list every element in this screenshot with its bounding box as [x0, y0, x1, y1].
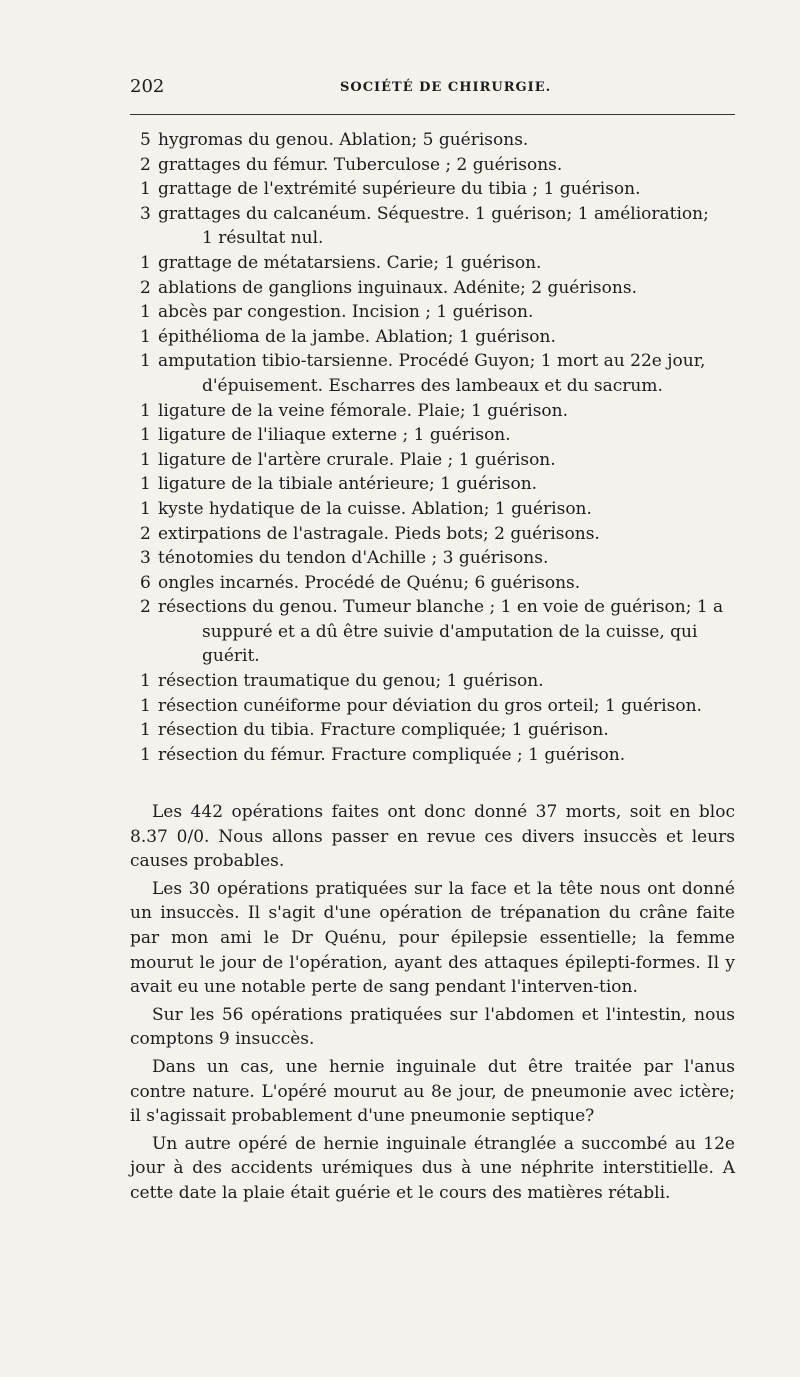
- item-quantity: 1: [140, 252, 151, 273]
- body-text: [130, 800, 735, 1206]
- item-description: [158, 349, 740, 398]
- list-item: [140, 202, 740, 251]
- item-quantity: 3: [140, 203, 151, 224]
- item-quantity: 1: [140, 474, 151, 495]
- item-quantity: 2: [140, 154, 151, 175]
- item-description: [158, 300, 740, 325]
- item-line: hygromas du genou. Ablation; 5 guérisons.: [158, 130, 529, 150]
- list-item: [140, 743, 740, 768]
- list-item: [140, 522, 740, 547]
- item-quantity: 2: [140, 523, 151, 544]
- running-title: SOCIÉTÉ DE CHIRURGIE.: [340, 80, 552, 95]
- item-quantity: 1: [140, 179, 151, 200]
- item-continuation-line: guérit.: [202, 646, 260, 667]
- item-description: [158, 546, 740, 571]
- item-description: [158, 497, 740, 522]
- list-item: [140, 276, 740, 301]
- item-continuation-line: suppuré et a dû être suivie d'amputation de la cuisse, qui: [202, 621, 698, 642]
- item-description: [158, 325, 740, 350]
- item-quantity: 1: [140, 326, 151, 347]
- item-quantity: 1: [140, 425, 151, 446]
- paragraph: Dans un cas, une hernie inguinale dut être traitée par l'anus contre nature. L'opéré mourut au 8e jour, de pneumonie avec ictère; il s'agissait probablement d'une pneumonie septique?: [130, 1056, 735, 1127]
- item-line: ligature de la veine fémorale. Plaie; 1 guérison.: [158, 400, 569, 421]
- item-quantity: 1: [140, 720, 151, 741]
- item-line: grattages du calcanéum. Séquestre. 1 guérison; 1 amélioration;: [158, 203, 709, 224]
- list-item: [140, 497, 740, 522]
- list-item: [140, 694, 740, 719]
- item-quantity: 1: [140, 351, 151, 372]
- item-line: ongles incarnés. Procédé de Quénu; 6 guérisons.: [158, 572, 581, 593]
- item-line: épithélioma de la jambe. Ablation; 1 guérison.: [158, 326, 556, 347]
- item-continuation-line: 1 résultat nul.: [202, 228, 324, 249]
- item-line: grattage de l'extrémité supérieure du tibia ; 1 guérison.: [158, 179, 641, 200]
- item-description: [158, 128, 740, 153]
- list-item: [140, 300, 740, 325]
- item-quantity: 1: [140, 302, 151, 323]
- item-description: [158, 177, 740, 202]
- list-item: [140, 669, 740, 694]
- item-description: [158, 448, 740, 473]
- list-item: [140, 399, 740, 424]
- page-number: 202: [130, 76, 165, 97]
- item-line: ligature de la tibiale antérieure; 1 guérison.: [158, 474, 538, 495]
- item-line: résections du genou. Tumeur blanche ; 1 en voie de guérison; 1 a: [158, 597, 724, 618]
- item-quantity: 1: [140, 400, 151, 421]
- item-description: [158, 718, 740, 743]
- list-item: [140, 177, 740, 202]
- item-description: [158, 694, 740, 719]
- list-item: [140, 448, 740, 473]
- list-item: [140, 251, 740, 276]
- item-description: [158, 251, 740, 276]
- paragraph: Sur les 56 opérations pratiquées sur l'abdomen et l'intestin, nous comptons 9 insuccès.: [130, 1004, 735, 1050]
- item-line: grattage de métatarsiens. Carie; 1 guérison.: [158, 252, 542, 273]
- list-item: [140, 128, 740, 153]
- item-description: [158, 522, 740, 547]
- item-line: abcès par congestion. Incision ; 1 guérison.: [158, 302, 534, 323]
- paragraph: Les 30 opérations pratiquées sur la face et la tête nous ont donné un insuccès. Il s'agit d'une opération de trépanation du crâne faite par mon ami le Dr Quénu, pour épilepsie essentielle; la femme mourut le jour de l'opération, ayant des attaques épilepti-formes. Il y avait eu une notable perte de sang pendant l'interven-tion.: [130, 878, 735, 998]
- item-description: [158, 669, 740, 694]
- paragraph: Les 442 opérations faites ont donc donné 37 morts, soit en bloc 8.37 0/0. Nous allons passer en revue ces divers insuccès et leurs causes probables.: [130, 802, 735, 872]
- list-item: [140, 325, 740, 350]
- page-header: [130, 76, 735, 106]
- item-description: [158, 202, 740, 251]
- item-description: [158, 153, 740, 178]
- item-description: [158, 276, 740, 301]
- item-quantity: 1: [140, 671, 151, 692]
- item-description: [158, 743, 740, 768]
- item-line: ablations de ganglions inguinaux. Adénite; 2 guérisons.: [158, 277, 637, 298]
- item-quantity: 1: [140, 695, 151, 716]
- list-item: [140, 423, 740, 448]
- item-description: [158, 423, 740, 448]
- list-item: [140, 546, 740, 571]
- item-line: résection du tibia. Fracture compliquée; 1 guérison.: [158, 720, 609, 741]
- item-quantity: 3: [140, 548, 151, 569]
- header-rule: [130, 114, 735, 115]
- item-line: ligature de l'iliaque externe ; 1 guérison.: [158, 425, 511, 446]
- item-line: résection traumatique du genou; 1 guérison.: [158, 671, 544, 692]
- item-quantity: 2: [140, 277, 151, 298]
- item-quantity: 2: [140, 597, 151, 618]
- list-item: [140, 595, 740, 669]
- item-continuation-line: d'épuisement. Escharres des lambeaux et du sacrum.: [202, 375, 663, 396]
- item-line: amputation tibio-tarsienne. Procédé Guyon; 1 mort au 22e jour,: [158, 351, 706, 372]
- item-line: grattages du fémur. Tuberculose ; 2 guérisons.: [158, 154, 563, 175]
- item-quantity: 1: [140, 498, 151, 519]
- item-quantity: 1: [140, 449, 151, 470]
- item-quantity: 1: [140, 744, 151, 765]
- item-line: ligature de l'artère crurale. Plaie ; 1 guérison.: [158, 449, 556, 470]
- list-item: [140, 153, 740, 178]
- item-description: [158, 399, 740, 424]
- paragraph: Un autre opéré de hernie inguinale étranglée a succombé au 12e jour à des accidents urémiques dus à une néphrite interstitielle. A cette date la plaie était guérie et le cours des matières rétabli.: [130, 1133, 735, 1203]
- item-description: [158, 595, 740, 669]
- item-line: résection du fémur. Fracture compliquée ; 1 guérison.: [158, 744, 626, 765]
- item-description: [158, 571, 740, 596]
- list-item: [140, 718, 740, 743]
- list-item: [140, 472, 740, 497]
- item-quantity: 5: [140, 130, 151, 150]
- operations-list: [140, 128, 740, 767]
- list-item: [140, 571, 740, 596]
- item-quantity: 6: [140, 572, 151, 593]
- item-description: [158, 472, 740, 497]
- list-item: [140, 349, 740, 398]
- item-line: extirpations de l'astragale. Pieds bots; 2 guérisons.: [158, 523, 600, 544]
- item-line: ténotomies du tendon d'Achille ; 3 guérisons.: [158, 548, 549, 569]
- item-line: résection cunéiforme pour déviation du gros orteil; 1 guérison.: [158, 695, 702, 716]
- item-line: kyste hydatique de la cuisse. Ablation; 1 guérison.: [158, 498, 592, 519]
